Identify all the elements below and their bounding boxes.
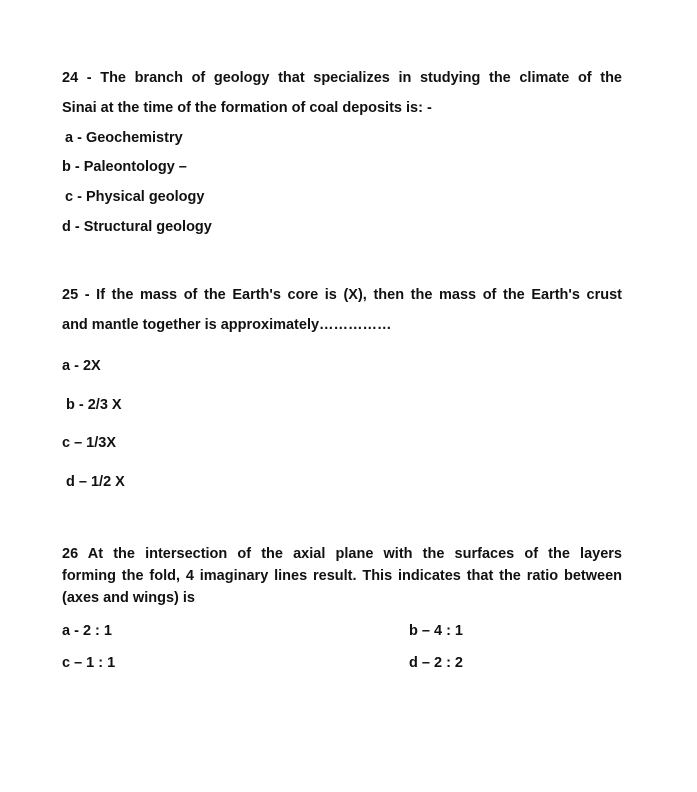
- option-d: d – 2 : 2: [409, 655, 463, 671]
- option-d: d - Structural geology: [62, 219, 212, 235]
- question-text: - If the mass of the Earth's core is (X), then the mass of the Earth's crust: [84, 287, 622, 303]
- option-a: a - 2 : 1: [62, 623, 112, 639]
- option-d: d – 1/2 X: [66, 474, 125, 490]
- question-25-line-1: [62, 286, 622, 304]
- question-25-line-2: and mantle together is approximately……………: [62, 317, 392, 333]
- question-24-line-1: [62, 69, 622, 87]
- option-a: a - Geochemistry: [65, 130, 183, 146]
- question-text: At the intersection of the axial plane with the surfaces of the layers: [87, 546, 622, 562]
- option-b: b - 2/3 X: [66, 397, 122, 413]
- question-26-line-3: (axes and wings) is: [62, 590, 195, 606]
- question-text: - The branch of geology that specializes in studying the climate of the: [86, 70, 622, 86]
- question-number: 25: [62, 287, 79, 303]
- option-c: c – 1/3X: [62, 435, 117, 451]
- option-a: a - 2X: [62, 358, 101, 374]
- question-number: 26: [62, 546, 79, 562]
- question-24-line-2: Sinai at the time of the formation of coal deposits is: -: [62, 100, 432, 116]
- option-b: b - Paleontology –: [62, 159, 187, 175]
- option-b: b – 4 : 1: [409, 623, 463, 639]
- option-c: c - Physical geology: [65, 189, 205, 205]
- question-number: 24: [62, 70, 79, 86]
- question-26-line-2: forming the fold, 4 imaginary lines result. This indicates that the ratio between: [62, 568, 622, 584]
- option-c: c – 1 : 1: [62, 655, 116, 671]
- question-26-line-1: [62, 545, 622, 563]
